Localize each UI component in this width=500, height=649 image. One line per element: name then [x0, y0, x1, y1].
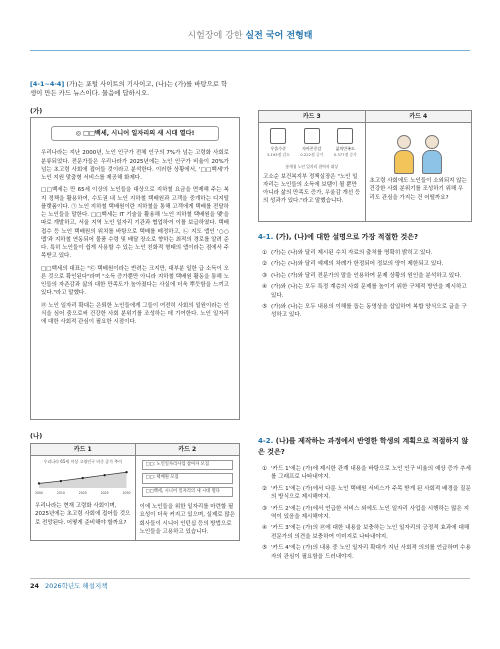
answer-option[interactable]	[262, 260, 472, 268]
option-mark: ①	[262, 250, 268, 256]
header-prefix: 시험장에 강한	[187, 31, 246, 41]
page-header	[0, 30, 500, 44]
answer-option[interactable]	[262, 485, 472, 502]
card-2-title: 카드 2	[136, 444, 240, 456]
card-2	[135, 444, 240, 540]
instruction-text: (가)는 포털 사이트의 기사이고, (나)는 (가)를 바탕으로 학생이 만든 카드 뉴스이다. 물음에 답하시오.	[30, 80, 228, 98]
article-title: ◎ □□백세, 시니어 일자리의 새 시대 열다!	[51, 126, 219, 141]
question-number: 4-1.	[258, 233, 274, 241]
option-text: (가)는 (나)와 달리 제시된 수치 자료의 출처를 명확히 밝히고 있다.	[271, 250, 433, 256]
stat-item	[263, 126, 294, 164]
article-body	[41, 149, 229, 326]
question-4-1	[258, 232, 472, 243]
chart-title: 우리나라 65세 이상 고령인구 비중 증가 추이	[43, 459, 122, 464]
instruction-number: [4-1~4-4]	[30, 80, 65, 88]
header-brand: 실전 국어 전형태	[245, 31, 313, 41]
elderly-woman-icon	[422, 135, 442, 174]
option-mark: ②	[262, 485, 268, 492]
chart-x-tick: 2025	[100, 490, 109, 495]
question-number: 4-2.	[258, 437, 274, 445]
cards-row-bottom	[30, 443, 240, 541]
card-4-text: 초고령 사회에도 노인들이 소외되지 않는 건강한 사회 분위기를 조성하기 위해 우리도 관심을 가지는 건 어떨까요?	[369, 178, 467, 201]
elderly-man-icon	[394, 135, 414, 174]
article-paragraph: ㉣ 노인 일자리 확대는 은퇴한 노인들에게 그들이 여전히 사회의 일원이라는 인식을 심어 줌으로써 건강한 사회 분위기를 조성하는 데 기여한다. 노인 일자리에 대한 사회적 관심이 필요한 시점이다.	[41, 302, 229, 326]
section-ga-label: (가)	[30, 107, 43, 115]
question-4-2	[258, 436, 472, 458]
news-caption: □□백세, 시니어 일자리의 새 시대 열다	[142, 487, 234, 497]
header-divider	[30, 50, 470, 51]
instruction	[30, 80, 230, 99]
chart-point	[125, 471, 127, 473]
option-mark: ④	[262, 284, 268, 291]
section-na-label: (나)	[30, 432, 43, 440]
card-4	[365, 111, 472, 221]
chart-x-tick: 2020	[78, 490, 87, 495]
chart-x-tick: 2010	[56, 490, 65, 495]
option-text: (가)는 (나)와 달리 예제의 차례가 한정되어 정보의 양이 제한되고 있다.	[271, 261, 444, 268]
option-mark: ④	[262, 525, 268, 532]
option-mark: ③	[262, 272, 268, 279]
option-text: '카드 2'에는 (가)에서 언급한 서비스 외에도 노인 일자리 사업을 시행하는 많은 지역이 있음을 제시해야지.	[271, 505, 470, 520]
stat-item	[330, 126, 361, 164]
card-1	[31, 444, 135, 540]
option-text: (나)는 (가)와 달리 전문가의 말을 인용하여 문제 상황의 원인을 분석하고 있다.	[271, 272, 462, 279]
card-2-captions	[142, 460, 234, 500]
chart-x-tick: 2000	[35, 490, 44, 495]
option-text: (가)와 (나)는 모두 내용의 이해를 돕는 동영상을 삽입하여 복합 양식으로 글을 구성하고 있다.	[271, 303, 467, 319]
cards-row-top	[258, 110, 472, 222]
question-text: (나)를 제작하는 과정에서 반영한 학생의 계획으로 적절하지 않은 것은?	[258, 437, 469, 457]
article-paragraph: □□백세는 만 65세 이상의 노인들을 대상으로 지하철 요금을 면제해 주는 복지 정책을 활용하여, 수도권 내 노인 지하철 택배원과 고객을 중개하는 디지털 플랫폼이다. ㉠ 노인 지하철 택배원이란 지하철을 통해 고객에게 택배를 전달하는 노인들을 말한다. □□백세는 IT 기술을 활용해 '노인 지하철 택배원을 맺'을 따로 개발하고, 서울 지역 노인 일자리 기관과 협업하여 이를 보급하였다. 택배 접수 등 노인 택배원의 위치를 바탕으로 택배를 배정하고, ㉡ 지도 앱인 '○○맵'과 지하철 연동되어 물품 수령 및 배달 장소로 향하는 최적의 경로를 알려 준다. 특히 노인들이 쉽게 사용할 수 있는 노인 친화적 형태의 앱이라는 점에서 주목받고 있다.	[41, 187, 229, 260]
card-3	[259, 111, 365, 221]
answer-option[interactable]	[262, 272, 472, 280]
option-mark: ⑤	[262, 545, 268, 552]
stat-value: 0.377점 증가	[333, 152, 357, 157]
answer-option[interactable]	[262, 505, 472, 522]
article-box	[30, 117, 240, 420]
option-text: (가)와 (나)는 모두 특정 계층의 사회 문제를 높이기 위한 구체적 방안을 제시하고 있다.	[271, 284, 467, 299]
answer-option[interactable]	[262, 524, 472, 541]
answer-option[interactable]	[262, 544, 472, 561]
answer-option[interactable]	[262, 465, 472, 482]
chart-area	[39, 472, 127, 488]
self-esteem-icon	[304, 128, 320, 144]
page-footer	[30, 582, 108, 592]
stat-value: 0.222점 증가	[300, 152, 324, 157]
edition-label: 2026학년도 해설지책	[45, 582, 108, 590]
question-4-1-options	[262, 249, 472, 323]
answer-option[interactable]	[262, 283, 472, 300]
footer-divider	[30, 578, 470, 579]
stat-label: 삶의만족도	[335, 146, 355, 151]
chart-point	[38, 482, 40, 484]
option-mark: ②	[262, 261, 268, 268]
card-3-source: 통계청 노인 일자리 참여자 대상	[285, 164, 338, 169]
card-4-illustration	[370, 126, 468, 174]
depression-icon	[270, 128, 286, 144]
satisfaction-icon	[337, 128, 353, 144]
option-mark: ⑤	[262, 303, 268, 310]
chart-x-tick: 2030	[122, 490, 131, 495]
news-caption: □□: 택배원 모집	[142, 473, 234, 483]
page-number: 24	[30, 582, 40, 590]
option-text: '카드 3'에는 (가)의 ㉣에 대한 내용을 보충하는 노인 일자리의 긍정적 효과에 대해 전문가의 의견을 보충하여 이미지로 나타내야지.	[271, 525, 470, 540]
card-3-infographic	[263, 126, 361, 164]
answer-option[interactable]	[262, 249, 472, 257]
stat-item	[297, 126, 328, 164]
option-mark: ①	[262, 466, 268, 472]
news-caption: □□: 노인일자리사업 참여자 모집	[142, 460, 234, 470]
article-paragraph: 우리나라는 지난 2000년, 노인 인구가 전체 인구의 7%가 넘는 고령화 사회로 분류되었다. 전문가들은 우리나라가 2025년에는 노인 인구가 비율이 20%가 넘는 초고령 사회에 접어들 것이라고 분석한다. 이러한 상황에서, '□□백세'가 노인 지원 맞춤형 서비스를 제공해 화제다.	[41, 150, 229, 182]
stat-label: 자아존중감	[302, 146, 322, 151]
option-text: '카드 4'에는 (가)의 내용 중 노인 일자리 확대가 지닌 사회적 의의를 언급하며 수용자의 관심이 필요함을 드러내야지.	[271, 545, 471, 560]
question-text: (가), (나)에 대한 설명으로 가장 적절한 것은?	[273, 233, 419, 241]
chart-point	[103, 474, 105, 476]
stat-value: 3.193점 감소	[266, 152, 290, 157]
chart-point	[82, 477, 84, 479]
question-4-2-options	[262, 465, 472, 564]
card-1-text: 우리나라는 현재 고령화 사회이며, 2025년에는 초고령 사회에 접어들 것으로 전망된다. 어떻게 준비해야 할까요?	[35, 503, 131, 526]
card-4-title: 카드 4	[366, 111, 472, 123]
card-3-title: 카드 3	[259, 111, 365, 123]
option-text: '카드 1'에는 (가)에서 다룬 노인 택배원 서비스가 주목 받게 된 사회적 배경을 질문의 방식으로 제시해야지.	[271, 485, 471, 501]
stat-label: 우울수준	[270, 146, 286, 151]
article-paragraph: □□백세의 대표는 "㉢ 택배원이라는 반려는 크지만, 대부분 일한 급 소득이 오른 것으로 확인된다"라며 "소득 증가뿐만 아니라 지하철 택배원 활동을 통해 노인들의 자존감과 삶의 대한 만족도가 높아졌다는 사실에 더욱 뿌듯함을 느끼고 있다."라고 말했다.	[41, 265, 229, 297]
card-1-chart	[35, 459, 131, 499]
chart-point	[60, 480, 62, 482]
line-chart	[35, 465, 131, 495]
card-3-text: 고소순 보건복지부 정책실장은 "노인 일자리는 노인들의 소득에 보탬이 될 뿐만 아니라 삶의 만족도 증가, 우울감 개선 등의 성과가 있다."라고 말했습니다.	[263, 173, 361, 205]
card-1-title: 카드 1	[31, 444, 135, 456]
answer-option[interactable]	[262, 303, 472, 320]
option-text: '카드 1'에는 (가)에 제시한 관계 내용을 바탕으로 노인 인구 비율의 예상 증가 추세를 그래프로 나타내야지.	[271, 466, 471, 481]
card-2-text: 이에 노인들을 위한 일자리를 마련할 필요성이 더욱 커지고 있으며, 실제로 많은 회사들이 시니어 인턴십 등의 방법으로 노인들을 고용하고 있습니다.	[139, 504, 235, 535]
option-mark: ③	[262, 505, 268, 512]
